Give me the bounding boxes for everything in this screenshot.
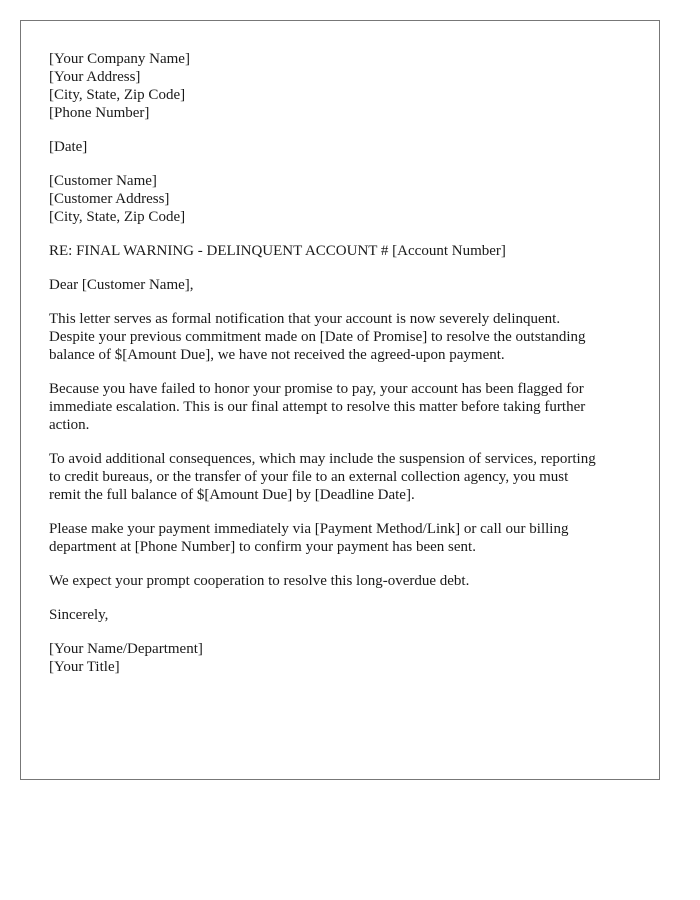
- body-line: This letter serves as formal notification that your account is now severely delinquent.: [49, 311, 561, 327]
- closing: Sincerely,: [49, 607, 109, 623]
- body-line: To avoid additional consequences, which may include the suspension of services, reporting: [49, 451, 596, 467]
- body-paragraph-cooperation: [49, 572, 631, 590]
- body-line: immediate escalation. This is our final attempt to resolve this matter before taking further: [49, 399, 586, 415]
- body-paragraph-notification: [49, 310, 631, 364]
- salutation-block: [49, 276, 631, 294]
- recipient-block: [49, 172, 631, 226]
- date-block: [49, 138, 631, 156]
- body-line: Despite your previous commitment made on [Date of Promise] to resolve the outstanding: [49, 329, 586, 345]
- body-line: remit the full balance of $[Amount Due] by [Deadline Date].: [49, 487, 415, 503]
- body-paragraph-payment: [49, 520, 631, 556]
- body-line: department at [Phone Number] to confirm your payment has been sent.: [49, 539, 476, 555]
- body-line: Please make your payment immediately via [Payment Method/Link] or call our billing: [49, 521, 569, 537]
- subject-line: RE: FINAL WARNING - DELINQUENT ACCOUNT # [Account Number]: [49, 243, 506, 259]
- sender-address: [Your Address]: [49, 69, 141, 85]
- signature-block: [49, 640, 631, 676]
- sender-block: [49, 50, 631, 122]
- recipient-name: [Customer Name]: [49, 173, 157, 189]
- signature-name: [Your Name/Department]: [49, 641, 203, 657]
- signature-title: [Your Title]: [49, 659, 120, 675]
- salutation: Dear [Customer Name],: [49, 277, 194, 293]
- sender-city-state-zip: [City, State, Zip Code]: [49, 87, 186, 103]
- sender-company: [Your Company Name]: [49, 51, 190, 67]
- body-line: action.: [49, 417, 90, 433]
- body-line: to credit bureaus, or the transfer of your file to an external collection agency, you must: [49, 469, 569, 485]
- recipient-address: [Customer Address]: [49, 191, 170, 207]
- body-line: We expect your prompt cooperation to resolve this long-overdue debt.: [49, 573, 470, 589]
- letter-page: [20, 20, 660, 780]
- body-paragraph-escalation: [49, 380, 631, 434]
- body-line: Because you have failed to honor your promise to pay, your account has been flagged for: [49, 381, 584, 397]
- recipient-city-state-zip: [City, State, Zip Code]: [49, 209, 186, 225]
- letter-date: [Date]: [49, 139, 88, 155]
- subject-block: [49, 242, 631, 260]
- body-line: balance of $[Amount Due], we have not received the agreed-upon payment.: [49, 347, 505, 363]
- closing-block: [49, 606, 631, 624]
- body-paragraph-consequences: [49, 450, 631, 504]
- sender-phone: [Phone Number]: [49, 105, 150, 121]
